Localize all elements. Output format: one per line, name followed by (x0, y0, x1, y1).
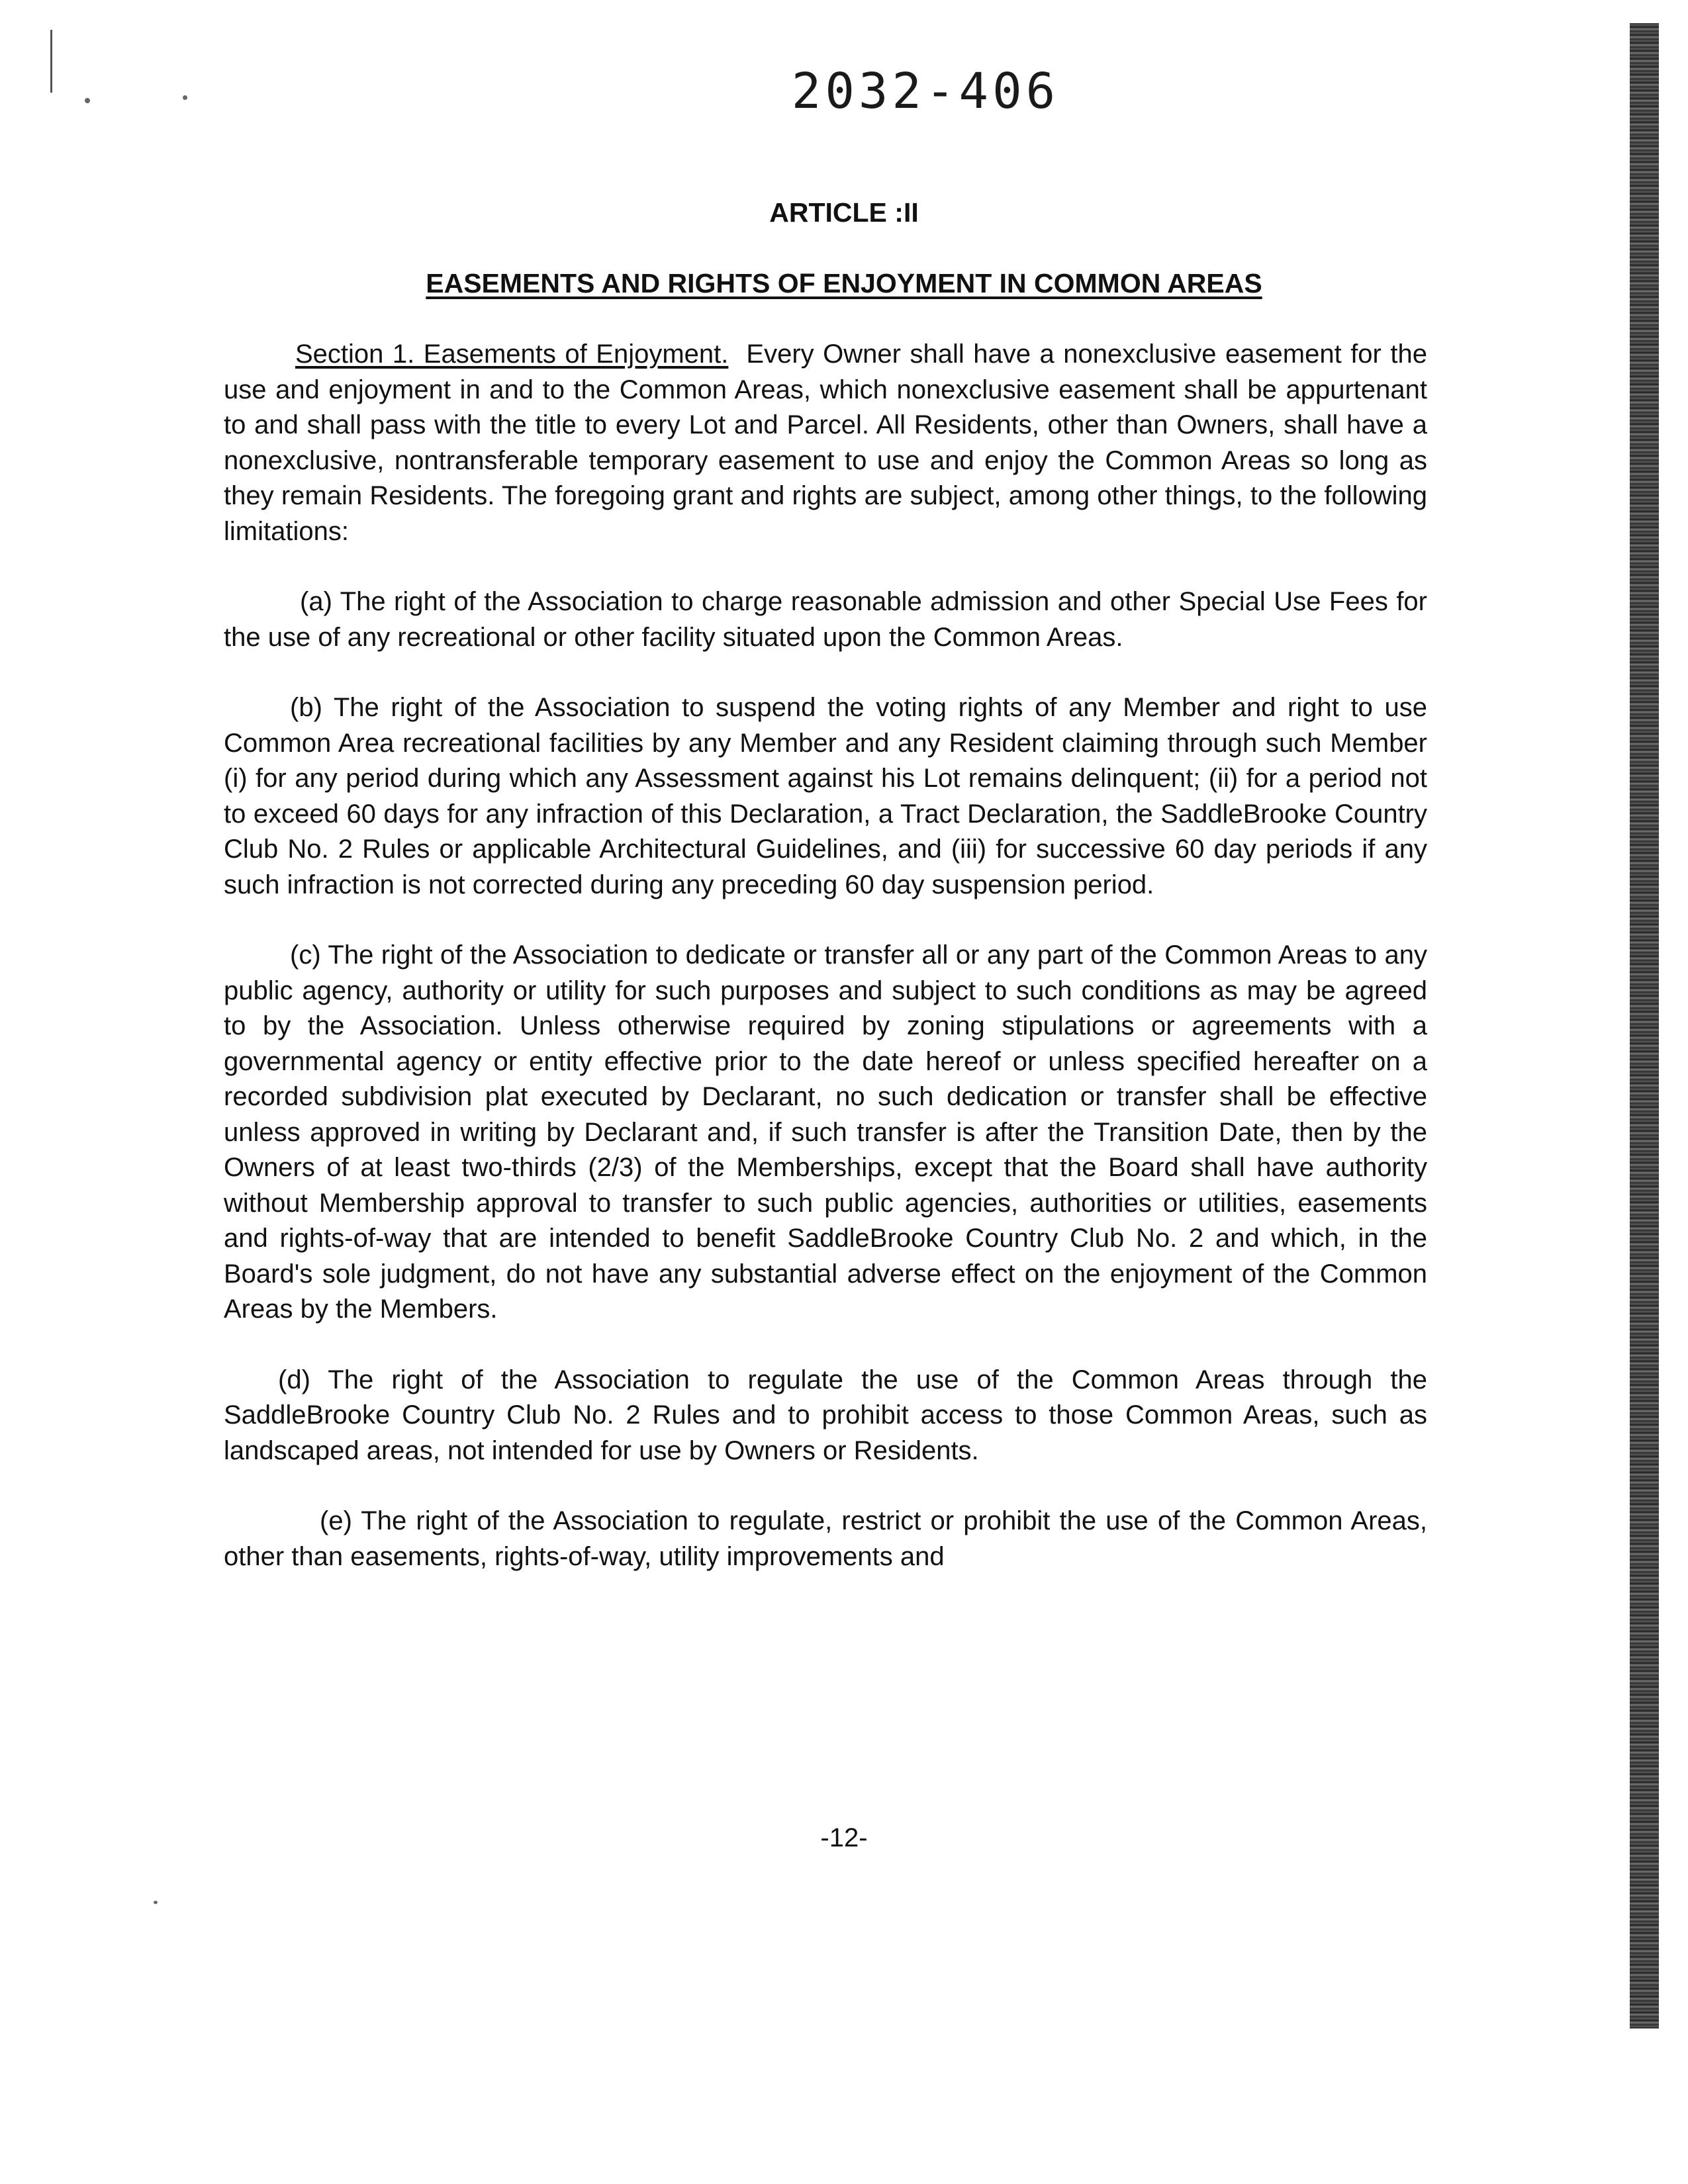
page-number: -12- (820, 1823, 868, 1852)
article-body (224, 337, 1427, 1610)
limitation-e: (e) The right of the Association to regulate, restrict or prohibit the use of the Common Areas, other than easements, rights-of-way, utility improvements and (224, 1506, 1427, 1571)
limitation-c: (c) The right of the Association to dedicate or transfer all or any part of the Common Areas to any public agency, authority or utility for such purposes and subject to such conditions as may be agreed to by the Association. Unless otherwise required by zoning stipulations or agreements with a governmental agency or entity effective prior to the date hereof or unless specified hereafter on a recorded subdivision plat executed by Declarant, no such dedication or transfer shall be effective unless approved in writing by Declarant and, if such transfer is after the Transition Date, then by the Owners of at least two-thirds (2/3) of the Memberships, except that the Board shall have authority without Membership approval to transfer to such public agencies, authorities or utilities, easements and rights-of-way that are intended to benefit SaddleBrooke Country Club No. 2 and which, in the Board's sole judgment, do not have any substantial adverse effect on the enjoyment of the Common Areas by the Members. (224, 940, 1427, 1324)
document-number: 2032-406 (791, 63, 1060, 120)
section-1-text: Every Owner shall have a nonexclusive easement for the use and enjoyment in and to the Common Areas, which nonexclusive easement shall be appurtenant to and shall pass with the title to every Lot and Parcel. All Residents, other than Owners, shall have a nonexclusive, nontransferable temporary easement to use and enjoy the Common Areas so long as they remain Residents. The foregoing grant and rights are subject, among other things, to the following limitations: (224, 340, 1427, 546)
scan-edge-artifact (1630, 23, 1659, 2028)
article-heading: EASEMENTS AND RIGHTS OF ENJOYMENT IN COMMON AREAS (426, 268, 1262, 298)
limitation-a: (a) The right of the Association to charge reasonable admission and other Special Use Fees for the use of any recreational or other facility situated upon the Common Areas. (224, 587, 1427, 652)
limitation-b: (b) The right of the Association to suspend the voting rights of any Member and right to use Common Area recreational facilities by any Member and any Resident claiming through such Member (i) for any period during which any Assessment against his Lot remains delinquent; (ii) for a period not to exceed 60 days for any infraction of this Declaration, a Tract Declaration, the SaddleBrooke Country Club No. 2 Rules or applicable Architectural Guidelines, and (iii) for successive 60 day periods if any such infraction is not corrected during any preceding 60 day suspension period. (224, 693, 1427, 899)
limitation-d: (d) The right of the Association to regulate the use of the Common Areas through the SaddleBrooke Country Club No. 2 Rules and to prohibit access to those Common Areas, such as landscaped areas, not intended for use by Owners or Residents. (224, 1365, 1427, 1465)
section-1-paragraph (224, 337, 1427, 549)
scan-speck (154, 1901, 158, 1904)
section-1-label: Section 1. Easements of Enjoyment. (295, 340, 729, 369)
article-title: ARTICLE :II (769, 197, 919, 228)
